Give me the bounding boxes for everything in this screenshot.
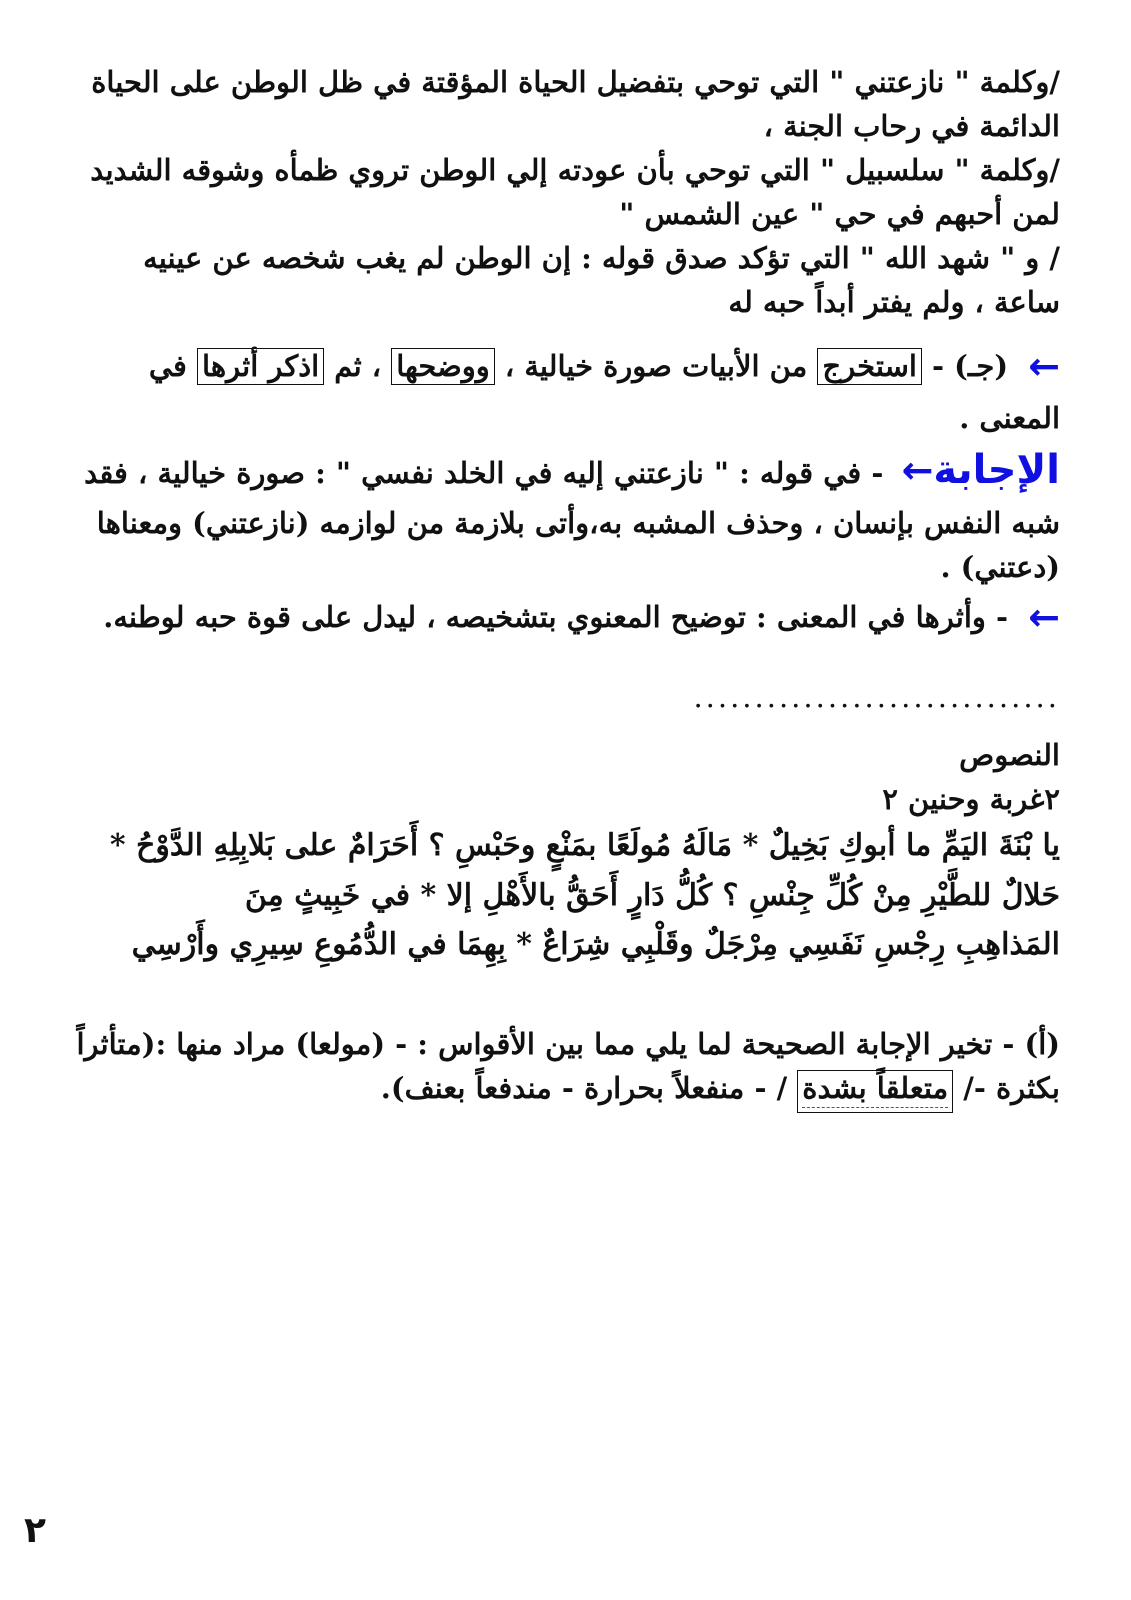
text-line: الدائمة في رحاب الجنة ، [763, 109, 1060, 144]
question-a-text: / - منفعلاً بحرارة - مندفعاً بعنف). [380, 1070, 788, 1105]
question-c [70, 338, 1060, 396]
poem [70, 821, 1060, 970]
poem-line: يا بْنَةَ اليَمِّ ما أبوكِ بَخِيلٌ * مَالَهُ مُولَعًا بمَنْعٍ وحَبْسِ ؟ أَحَرَامٌ على بَلابِلِهِ الدَّوْحُ * [109, 828, 1060, 864]
text-line: /وكلمة " سلسبيل " التي توحي بأن عودته إلي الوطن تروي ظمأه وشوقه الشديد [90, 153, 1060, 188]
document-body [70, 60, 1060, 1113]
answer-text: شبه النفس بإنسان ، وحذف المشبه به،وأتى بلازمة من لوازمه (نازعتني) ومعناها [96, 506, 1060, 541]
question-c-prefix: (جـ) - [932, 349, 1009, 384]
poem-line: المَذاهِبِ رِجْسِ نَفَسِي مِرْجَلٌ وقَلْبِي شِرَاعٌ * بِهِمَا في الدُّمُوعِ سِيرِي وأَرْسِي [131, 927, 1060, 963]
question-c-text: ، ثم [334, 349, 382, 384]
arrow-left-icon: ← [901, 448, 934, 493]
answer-text: - في قوله : " نازعتني إليه في الخلد نفسي " : صورة خيالية ، فقد [84, 456, 884, 491]
page-number: ٢ [24, 1510, 46, 1551]
arrow-left-icon: ← [1028, 344, 1060, 389]
arrow-left-icon: ← [1028, 595, 1060, 640]
answer-line1 [70, 440, 1060, 501]
boxed-keyword: اذكر أثرها [197, 348, 324, 385]
answer-label: الإجابة← [901, 447, 1060, 494]
question-a-line1: (أ) - تخير الإجابة الصحيحة لما يلي مما بين الأقواس : - (مولعا) مراد منها :(متأثراً [76, 1026, 1060, 1061]
boxed-keyword: استخرج [817, 348, 922, 385]
question-c-line2: المعنى . [959, 401, 1060, 436]
section-subtitle: ٢غربة وحنين ٢ [882, 782, 1060, 817]
text-line: / و " شهد الله " التي تؤكد صدق قوله : إن الوطن لم يغب شخصه عن عينيه [143, 241, 1060, 276]
text-line: لمن أحبهم في حي " عين الشمس " [619, 197, 1060, 232]
text-line: ساعة ، ولم يفتر أبداً حبه له [728, 285, 1060, 320]
boxed-keyword: ووضحها [391, 348, 495, 385]
boxed-answer: متعلقاً بشدة [797, 1070, 953, 1113]
section-title: النصوص [959, 738, 1060, 773]
answer-effect [70, 589, 1060, 647]
separator: .............................. [693, 680, 1060, 714]
question-a-line2 [70, 1066, 1060, 1113]
text-line: /وكلمة " نازعتني " التي توحي بتفضيل الحياة المؤقتة في ظل الوطن على الحياة [91, 65, 1060, 99]
question-a-text: بكثرة -/ [963, 1070, 1060, 1105]
question-c-text: من الأبيات صورة خيالية ، [504, 349, 808, 384]
answer-effect-text: - وأثرها في المعنى : توضيح المعنوي بتشخيصه ، ليدل على قوة حبه لوطنه. [103, 600, 1009, 635]
answer-text: (دعتني) . [940, 550, 1060, 585]
poem-line: حَلالٌ للطَّيْرِ مِنْ كُلِّ جِنْسِ ؟ كُلُّ دَارٍ أَحَقُّ بالأَهْلِ إلا * في خَبِيثٍ مِنَ [244, 877, 1060, 913]
question-c-text: في [148, 349, 187, 384]
